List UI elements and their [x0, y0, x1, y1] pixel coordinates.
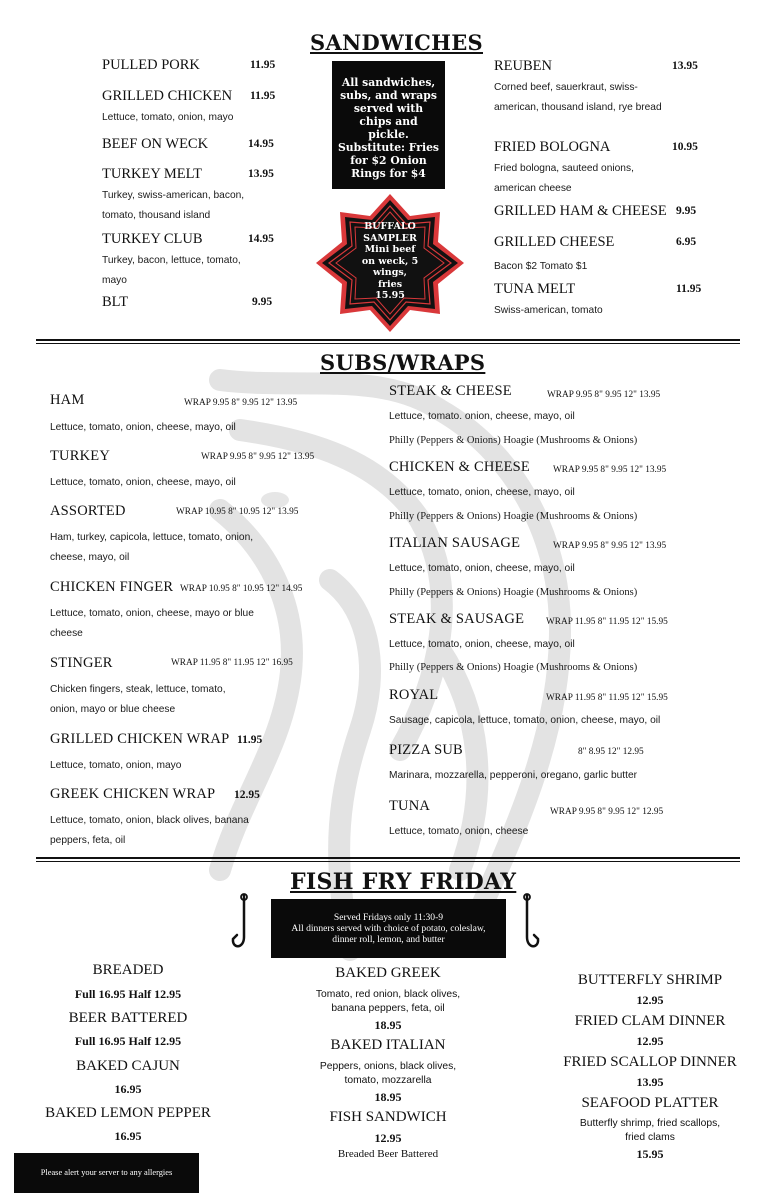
fish-hook-icon: [515, 893, 541, 955]
menu-item-name: BREADED: [92, 962, 164, 978]
menu-item-name: FRIED BOLOGNA: [494, 139, 611, 155]
menu-item-desc: Lettuce, tomato, onion, cheese, mayo, oil: [389, 639, 575, 650]
menu-item-name: CHICKEN FINGER: [50, 579, 174, 595]
menu-item-desc: Lettuce, tomato, onion, black olives, banana peppers, feta, oil: [50, 815, 249, 846]
fish-note-box: [271, 899, 506, 958]
menu-item-desc: fried clams: [625, 1132, 675, 1143]
buffalo-sampler-badge: [314, 192, 466, 334]
menu-item-name: CHICKEN & CHEESE: [389, 459, 530, 475]
menu-item-sizes: WRAP 11.95 8" 11.95 12" 15.95: [546, 693, 668, 703]
menu-item-name: BLT: [102, 294, 129, 310]
menu-item-price: 18.95: [374, 1018, 402, 1032]
sampler-price: 15.95: [375, 290, 405, 301]
menu-item-name: GRILLED HAM & CHEESE: [494, 203, 667, 219]
menu-item-price: 12.95: [636, 993, 664, 1007]
subs-right-column: [389, 383, 739, 843]
menu-item-sizes: WRAP 10.95 8" 10.95 12" 13.95: [176, 507, 299, 517]
menu-item-sizes: WRAP 9.95 8" 9.95 12" 13.95: [553, 541, 667, 551]
fish-note-line: Served Fridays only 11:30-9: [333, 912, 444, 923]
menu-item-name: STINGER: [50, 655, 113, 671]
menu-item-name: PULLED PORK: [102, 57, 200, 73]
menu-item-desc: Lettuce, tomato, onion, cheese, mayo, oil: [50, 422, 236, 433]
menu-item-desc: Peppers, onions, black olives,: [319, 1061, 457, 1072]
menu-item-sizes: WRAP 11.95 8" 11.95 12" 16.95: [171, 658, 293, 668]
menu-item-name: FRIED SCALLOP DINNER: [563, 1054, 737, 1070]
menu-item-desc: Tomato, red onion, black olives,: [315, 989, 461, 1000]
menu-item-price: 12.95: [636, 1034, 664, 1048]
menu-item-price: 11.95: [676, 283, 702, 295]
menu-item-price: 6.95: [676, 236, 697, 248]
menu-item-name: STEAK & SAUSAGE: [389, 611, 525, 627]
menu-item-desc: Lettuce, tomato, onion, cheese, mayo or blue cheese: [50, 608, 254, 639]
menu-item-desc: Lettuce, tomato. onion, cheese, mayo, oil: [389, 411, 575, 422]
sampler-line: on weck, 5: [361, 255, 419, 267]
menu-item-price: 11.95: [250, 90, 276, 102]
menu-item-options: Philly (Peppers & Onions) Hoagie (Mushrooms & Onions): [389, 587, 638, 598]
menu-item-desc: banana peppers, feta, oil: [331, 1003, 445, 1014]
menu-item-price: 16.95: [114, 1082, 142, 1096]
menu-item-name: GRILLED CHICKEN: [102, 88, 233, 104]
menu-item-name: GREEK CHICKEN WRAP: [50, 786, 216, 802]
menu-item-options: Philly (Peppers & Onions) Hoagie (Mushrooms & Onions): [389, 662, 638, 673]
menu-item-options: Philly (Peppers & Onions) Hoagie (Mushrooms & Onions): [389, 435, 638, 446]
menu-item-desc: Corned beef, sauerkraut, swiss-american, thousand island, rye bread: [494, 82, 662, 113]
menu-item-desc: Ham, turkey, capicola, lettuce, tomato, onion, cheese, mayo, oil: [50, 532, 254, 563]
menu-item-name: ITALIAN SAUSAGE: [389, 535, 521, 551]
subs-title: SUBS/WRAPS: [320, 350, 486, 375]
menu-item-name: TURKEY: [50, 448, 111, 464]
menu-item-name: BEER BATTERED: [68, 1010, 188, 1026]
divider: [36, 861, 740, 862]
menu-item-desc: Sausage, capicola, lettuce, tomato, onion, cheese, mayo, oil: [389, 715, 661, 726]
menu-item-price: 11.95: [250, 59, 276, 71]
menu-item-name: FISH SANDWICH: [329, 1109, 447, 1125]
menu-item-name: TURKEY CLUB: [102, 231, 203, 247]
menu-item-desc: tomato, mozzarella: [344, 1075, 432, 1086]
allergy-note: Please alert your server to any allergies: [14, 1153, 199, 1193]
menu-item-desc: Turkey, swiss-american, bacon, tomato, thousand island: [102, 190, 245, 221]
menu-item-name: TUNA MELT: [494, 281, 576, 297]
menu-item-price: 13.95: [248, 168, 274, 180]
menu-item-name: GRILLED CHEESE: [494, 234, 615, 250]
fish-title: FISH FRY FRIDAY: [290, 869, 517, 895]
menu-item-price: 14.95: [248, 233, 274, 245]
menu-item-price: 9.95: [252, 296, 273, 308]
menu-item-sizes: WRAP 9.95 8" 9.95 12" 13.95: [201, 452, 315, 462]
menu-item-name: ASSORTED: [50, 503, 126, 519]
divider: [36, 339, 740, 341]
fish-note-line: All dinners served with choice of potato, coleslaw, dinner roll, lemon, and butter: [291, 923, 486, 945]
menu-item-desc: Turkey, bacon, lettuce, tomato, mayo: [102, 255, 241, 286]
sandwiches-note-box: All sandwiches, subs, and wraps served with chips and pickle. Substitute: Fries for $2 Onion Rings for $4: [332, 61, 445, 189]
menu-item-price: 11.95: [237, 734, 263, 746]
menu-item-sizes: 8" 8.95 12" 12.95: [578, 747, 644, 757]
menu-item-options: Breaded Beer Battered: [337, 1148, 439, 1160]
menu-item-desc: Swiss-american, tomato: [494, 305, 603, 316]
menu-item-name: PIZZA SUB: [389, 742, 463, 758]
menu-item-price: 9.95: [676, 205, 697, 217]
menu-item-name: BAKED CAJUN: [76, 1058, 180, 1074]
fish-column-2: [288, 965, 488, 1165]
menu-item-desc: Fried bologna, sauteed onions, american cheese: [494, 163, 634, 194]
menu-item-price: Full 16.95 Half 12.95: [74, 987, 182, 1001]
menu-item-name: BAKED LEMON PEPPER: [45, 1105, 211, 1121]
menu-item-desc: Marinara, mozzarella, pepperoni, oregano, garlic butter: [389, 770, 638, 781]
menu-item-price: 13.95: [672, 60, 698, 72]
menu-item-name: STEAK & CHEESE: [389, 383, 512, 399]
menu-item-name: BAKED GREEK: [335, 965, 441, 981]
menu-item-price: 14.95: [248, 138, 274, 150]
menu-item-name: ROYAL: [389, 687, 439, 703]
fish-hook-icon: [230, 893, 256, 955]
menu-item-name: HAM: [50, 392, 85, 408]
menu-item-name: GRILLED CHICKEN WRAP: [50, 731, 230, 747]
menu-item-name: BEEF ON WECK: [102, 136, 209, 152]
menu-item-sizes: WRAP 9.95 8" 9.95 12" 13.95: [547, 390, 661, 400]
divider: [36, 857, 740, 859]
menu-item-price: 15.95: [636, 1147, 664, 1161]
menu-item-sizes: WRAP 9.95 8" 9.95 12" 13.95: [184, 398, 298, 408]
menu-item-price: 18.95: [374, 1090, 402, 1104]
menu-item-desc: Butterfly shrimp, fried scallops,: [579, 1118, 721, 1129]
subs-left-column: [50, 392, 380, 852]
menu-item-desc: Lettuce, tomato, onion, cheese, mayo, oil: [50, 477, 236, 488]
menu-item-price: 10.95: [672, 141, 698, 153]
menu-item-name: FRIED CLAM DINNER: [574, 1013, 726, 1029]
menu-item-name: SEAFOOD PLATTER: [581, 1095, 719, 1111]
menu-item-sizes: WRAP 10.95 8" 10.95 12" 14.95: [180, 584, 303, 594]
menu-item-desc: Bacon $2 Tomato $1: [494, 261, 588, 272]
menu-item-name: REUBEN: [494, 58, 552, 74]
menu-item-name: TUNA: [389, 798, 431, 814]
menu-item-price: 12.95: [374, 1131, 402, 1145]
menu-item-desc: Lettuce, tomato, onion, mayo: [102, 112, 234, 123]
menu-item-desc: Lettuce, tomato, onion, mayo: [50, 760, 182, 771]
menu-item-name: TURKEY MELT: [102, 166, 203, 182]
menu-item-price: Full 16.95 Half 12.95: [74, 1034, 182, 1048]
menu-item-desc: Chicken fingers, steak, lettuce, tomato, onion, mayo or blue cheese: [50, 684, 226, 715]
sampler-line: wings,: [373, 267, 407, 278]
menu-item-desc: Lettuce, tomato, onion, cheese: [389, 826, 529, 837]
sampler-line: Mini beef: [364, 244, 416, 255]
menu-item-sizes: WRAP 9.95 8" 9.95 12" 12.95: [550, 807, 664, 817]
menu-item-sizes: WRAP 11.95 8" 11.95 12" 15.95: [546, 617, 668, 627]
menu-item-desc: Lettuce, tomato, onion, cheese, mayo, oil: [389, 487, 575, 498]
menu-item-name: BAKED ITALIAN: [330, 1037, 446, 1053]
menu-item-sizes: WRAP 9.95 8" 9.95 12" 13.95: [553, 465, 667, 475]
menu-item-price: 13.95: [636, 1075, 664, 1089]
menu-item-price: 16.95: [114, 1129, 142, 1143]
sampler-line: SAMPLER: [363, 232, 417, 244]
sampler-line: BUFFALO: [364, 221, 416, 232]
sandwiches-title: SANDWICHES: [310, 30, 483, 55]
menu-item-price: 12.95: [234, 789, 260, 801]
fish-column-3: [550, 972, 750, 1172]
fish-column-1: [28, 962, 228, 1152]
sampler-line: fries: [377, 278, 403, 290]
menu-item-name: BUTTERFLY SHRIMP: [577, 972, 723, 988]
menu-item-options: Philly (Peppers & Onions) Hoagie (Mushrooms & Onions): [389, 511, 638, 522]
divider: [36, 343, 740, 344]
menu-item-desc: Lettuce, tomato, onion, cheese, mayo, oil: [389, 563, 575, 574]
